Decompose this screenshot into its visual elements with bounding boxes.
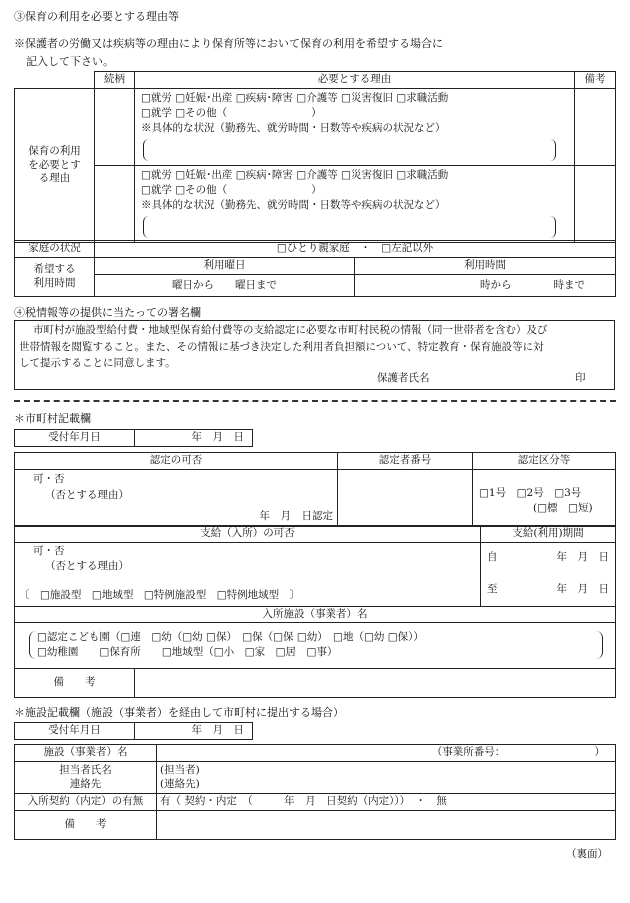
- payment-decision-cell[interactable]: [15, 542, 481, 606]
- family-options[interactable]: □ひとり親家庭 ・ □左記以外: [95, 241, 616, 258]
- relation-header: 続柄: [95, 72, 135, 89]
- facility-name-cell[interactable]: [15, 623, 616, 669]
- section3-title: ③保育の利用を必要とする理由等: [14, 10, 179, 23]
- use-time-header: 利用時間: [355, 258, 616, 275]
- facility-info-table: [14, 744, 616, 840]
- municipal-remarks-field[interactable]: [135, 669, 616, 698]
- cert-class-header: 認定区分等: [473, 453, 616, 470]
- facility-name-label: 施設（事業者）名: [15, 745, 157, 762]
- reason-header: 必要とする理由: [135, 72, 575, 89]
- staff-field-cell[interactable]: [157, 762, 616, 794]
- relation-field-2[interactable]: [95, 166, 135, 243]
- reason-table: [14, 71, 616, 243]
- staff-label-cell: [15, 762, 157, 794]
- reason-situation-note: ※具体的な状況（勤務先、就労時間・日数等や疾病の状況など）: [141, 122, 446, 135]
- cert-number-field[interactable]: [338, 469, 473, 526]
- period-header: 支給(利用)期間: [481, 526, 616, 543]
- payment-header: 支給（入所）の可否: [15, 526, 481, 543]
- period-from-label: 自: [487, 550, 498, 563]
- tax-consent-box: [14, 320, 615, 390]
- consent-line2: 世帯情報を閲覧すること。また、その情報に基づき決定した利用者負担額について、特定教育・保育施設等に対: [19, 341, 544, 353]
- reason-options-line2[interactable]: □就学 □その他（ ）: [141, 184, 322, 197]
- facility-received-table: [14, 722, 253, 740]
- facility-options-line1[interactable]: □認定こども園（□連 □幼（□幼 □保） □保（□保 □幼） □地（□幼 □保））: [37, 631, 424, 644]
- remarks-field-1[interactable]: [575, 89, 616, 166]
- office-number-field[interactable]: （事業所番号： ）: [157, 745, 616, 762]
- contact-field[interactable]: (連絡先): [160, 777, 200, 790]
- municipal-title: ＊市町村記載欄: [14, 412, 91, 425]
- reason-situation-note: ※具体的な状況（勤務先、就労時間・日数等や疾病の状況など）: [141, 199, 446, 212]
- cert-class-cell[interactable]: [473, 469, 616, 526]
- facility-remarks-field[interactable]: [157, 810, 616, 839]
- staff-name-field[interactable]: (担当者): [160, 763, 200, 776]
- remarks-header: 備考: [575, 72, 616, 89]
- reason-row-label: [15, 89, 95, 243]
- period-to-label: 至: [487, 582, 498, 595]
- certification-table: [14, 452, 616, 527]
- reverse-side-label: （裏面）: [566, 848, 608, 860]
- payment-table: [14, 525, 616, 669]
- reason-options-line1[interactable]: □就労 □妊娠･出産 □疾病･障害 □介護等 □災害復旧 □求職活動: [141, 169, 449, 181]
- seal-mark: 印: [575, 372, 586, 384]
- reason-row-label-1: 保育の利用: [28, 145, 81, 158]
- cert-number-header: 認定者番号: [338, 453, 473, 470]
- cert-no-reason: （否とする理由）: [45, 488, 129, 501]
- cert-date[interactable]: 年 月 日認定: [259, 509, 333, 522]
- staff-name-label: 担当者氏名: [59, 763, 112, 776]
- reason-block-2[interactable]: [135, 166, 575, 243]
- facility-section-title: ＊施設記載欄（施設（事業者）を経由して市町村に提出する場合）: [14, 706, 344, 719]
- municipal-remarks-label: 備 考: [15, 669, 135, 698]
- hope-label-1: 希望する: [33, 263, 76, 276]
- reason-options-line2[interactable]: □就学 □その他（ ）: [141, 107, 322, 120]
- hope-time-label: [15, 258, 95, 297]
- cert-header: 認定の可否: [15, 453, 338, 470]
- received-date-label: 受付年月日: [15, 430, 135, 447]
- reason-row-label-3: る理由: [38, 172, 71, 185]
- family-table: [14, 240, 616, 297]
- section4-title: ④税情報等の提供に当たっての署名欄: [14, 306, 201, 319]
- cert-class-line1[interactable]: □1号 □2号 □3号: [479, 486, 582, 499]
- period-cell[interactable]: [481, 542, 616, 606]
- hope-label-2: 利用時間: [33, 277, 76, 289]
- situation-field-1[interactable]: [143, 139, 556, 161]
- relation-field-1[interactable]: [95, 89, 135, 166]
- family-label: 家庭の状況: [15, 241, 95, 258]
- time-field[interactable]: 時から 時まで: [355, 275, 616, 297]
- consent-line1: 市町村が施設型給付費・地域型保育給付費等の支給認定に必要な市町村民税の情報（同一世帯者を含む）及び: [33, 324, 548, 336]
- section3-note-line2: 記入して下さい。: [26, 55, 114, 68]
- payment-yes-no[interactable]: 可・否: [33, 544, 65, 557]
- cut-line: [14, 400, 616, 402]
- guardian-name-label: 保護者氏名: [377, 372, 430, 384]
- facility-type-options[interactable]: 〔 □施設型 □地域型 □特例施設型 □特例地域型 〕: [19, 588, 301, 601]
- reason-options-line1[interactable]: □就労 □妊娠･出産 □疾病･障害 □介護等 □災害復旧 □求職活動: [141, 92, 449, 104]
- facility-remarks-label: 備 考: [15, 810, 157, 839]
- consent-line3: して提示することに同意します。: [19, 357, 176, 369]
- cert-yes-no[interactable]: 可・否: [33, 472, 65, 485]
- period-to-date[interactable]: 年 月 日: [556, 582, 609, 595]
- contact-label: 連絡先: [69, 777, 102, 790]
- days-field[interactable]: 曜日から 曜日まで: [95, 275, 355, 297]
- municipal-remarks-table: [14, 668, 616, 698]
- remarks-field-2[interactable]: [575, 166, 616, 243]
- cert-decision-cell[interactable]: [15, 469, 338, 526]
- period-from-date[interactable]: 年 月 日: [556, 550, 609, 563]
- reason-row-label-2: を必要とす: [28, 158, 81, 171]
- facility-received-label: 受付年月日: [15, 723, 135, 740]
- received-date-field[interactable]: 年 月 日: [135, 430, 253, 447]
- payment-no-reason: （否とする理由）: [45, 559, 129, 572]
- section3-note-line1: ※保護者の労働又は疾病等の理由により保育所等において保育の利用を希望する場合に: [14, 37, 443, 50]
- use-days-header: 利用曜日: [95, 258, 355, 275]
- facility-name-header: 入所施設（事業者）名: [15, 606, 616, 623]
- cert-class-line2[interactable]: (□標 □短): [533, 501, 593, 514]
- facility-options-line2[interactable]: □幼稚園 □保育所 □地域型（□小 □家 □居 □事）: [37, 646, 338, 659]
- facility-received-field[interactable]: 年 月 日: [135, 723, 253, 740]
- blank-header-cell: [15, 72, 95, 89]
- contract-label: 入所契約（内定）の有無: [15, 794, 157, 811]
- reason-block-1[interactable]: [135, 89, 575, 166]
- situation-field-2[interactable]: [143, 216, 556, 238]
- contract-field[interactable]: 有（ 契約・内定 （ 年 月 日契約（内定））） ・ 無: [157, 794, 616, 811]
- municipal-received-table: [14, 429, 253, 447]
